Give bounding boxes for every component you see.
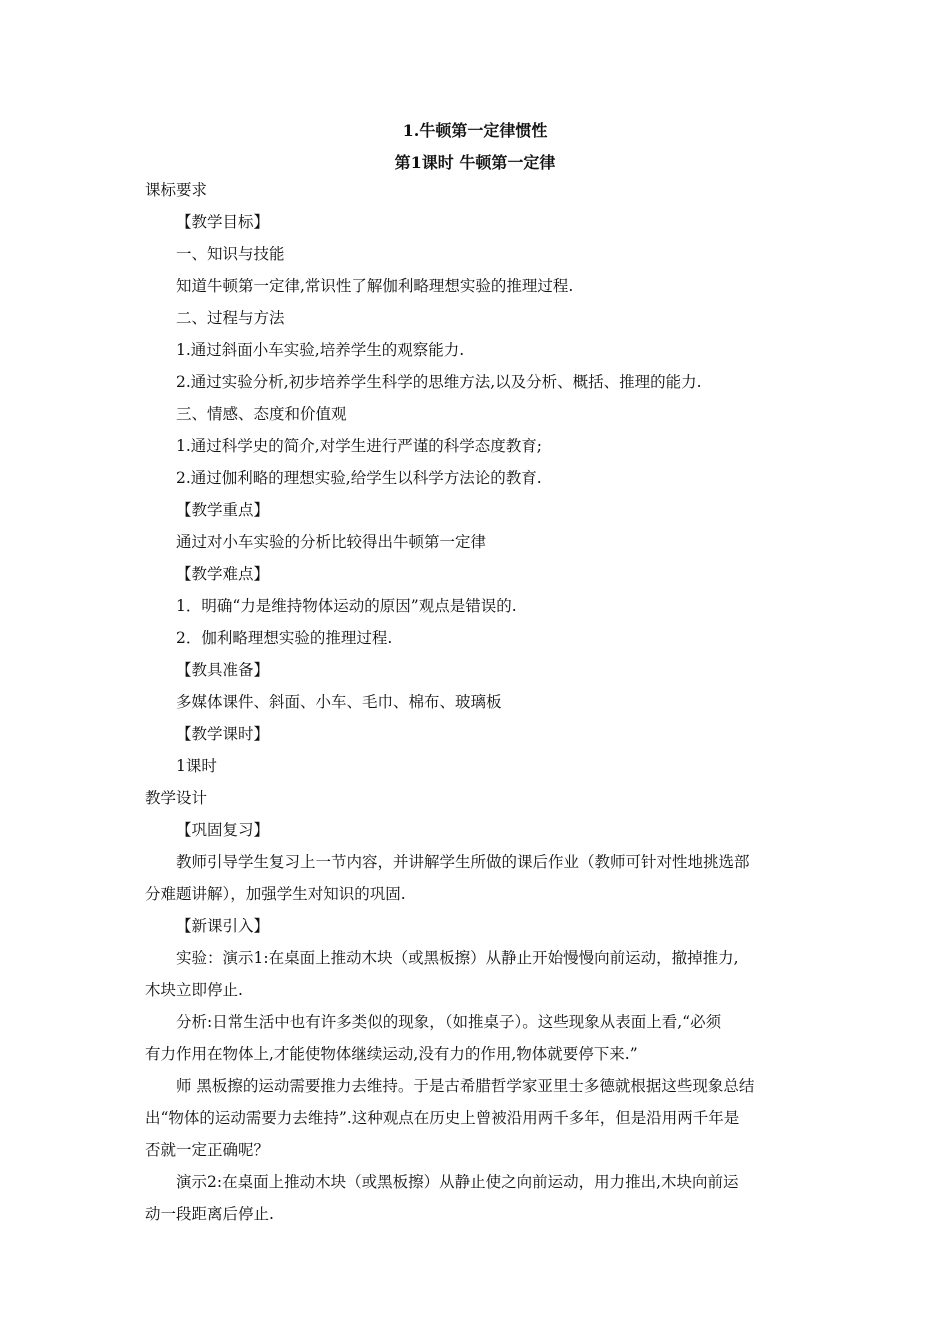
paragraph-line: 1.通过科学史的简介,对学生进行严谨的科学态度教育; [176, 437, 542, 455]
document-title: 1.牛顿第一定律惯性 [402, 121, 548, 140]
section-heading: 课标要求 [145, 181, 208, 199]
paragraph-line: 有力作用在物体上,才能使物体继续运动,没有力的作用,物体就要停下来.” [145, 1045, 638, 1063]
paragraph-line: 多媒体课件、斜面、小车、毛巾、棉布、玻璃板 [176, 693, 502, 711]
paragraph-line: 1课时 [176, 757, 217, 775]
paragraph-line: 动一段距离后停止. [145, 1205, 274, 1223]
bracket-heading: 【新课引入】 [176, 917, 270, 935]
sub-heading: 三、情感、态度和价值观 [176, 405, 347, 423]
paragraph-line: 分析:日常生活中也有许多类似的现象，（如推桌子）。这些现象从表面上看,“必须 [176, 1013, 722, 1031]
bracket-heading: 【教具准备】 [176, 661, 270, 679]
paragraph-line: 出“物体的运动需要力去维持”.这种观点在历史上曾被沿用两千多年，但是沿用两千年是 [145, 1109, 740, 1127]
paragraph-line: 1．明确“力是维持物体运动的原因”观点是错误的. [176, 597, 517, 615]
paragraph-line: 2.通过实验分析,初步培养学生科学的思维方法,以及分析、概括、推理的能力. [176, 373, 702, 391]
paragraph-line: 否就一定正确呢？ [145, 1141, 270, 1159]
lesson-subtitle: 第1课时 牛顿第一定律 [394, 153, 556, 172]
paragraph-line: 教师引导学生复习上一节内容，并讲解学生所做的课后作业（教师可针对性地挑选部 [176, 853, 750, 871]
bracket-heading: 【教学重点】 [176, 501, 270, 519]
paragraph-line: 2．伽利略理想实验的推理过程. [176, 629, 393, 647]
paragraph-line: 实验：演示1:在桌面上推动木块（或黑板擦）从静止开始慢慢向前运动，撤掉推力, [176, 949, 739, 967]
paragraph-line: 分难题讲解），加强学生对知识的巩固. [145, 885, 406, 903]
paragraph-line: 1.通过斜面小车实验,培养学生的观察能力. [176, 341, 465, 359]
section-heading: 教学设计 [145, 789, 208, 807]
paragraph-line: 木块立即停止. [145, 981, 243, 999]
paragraph-line: 知道牛顿第一定律,常识性了解伽利略理想实验的推理过程. [176, 277, 574, 295]
bracket-heading: 【巩固复习】 [176, 821, 270, 839]
bracket-heading: 【教学目标】 [176, 213, 270, 231]
sub-heading: 一、知识与技能 [176, 245, 285, 263]
bracket-heading: 【教学课时】 [176, 725, 270, 743]
sub-heading: 二、过程与方法 [176, 309, 285, 327]
paragraph-line: 2.通过伽利略的理想实验,给学生以科学方法论的教育. [176, 469, 542, 487]
paragraph-line: 师 黑板擦的运动需要推力去维持。于是古希腊哲学家亚里士多德就根据这些现象总结 [176, 1077, 755, 1095]
paragraph-line: 通过对小车实验的分析比较得出牛顿第一定律 [176, 533, 487, 551]
paragraph-line: 演示2:在桌面上推动木块（或黑板擦）从静止使之向前运动，用力推出,木块向前运 [176, 1173, 739, 1191]
bracket-heading: 【教学难点】 [176, 565, 270, 583]
